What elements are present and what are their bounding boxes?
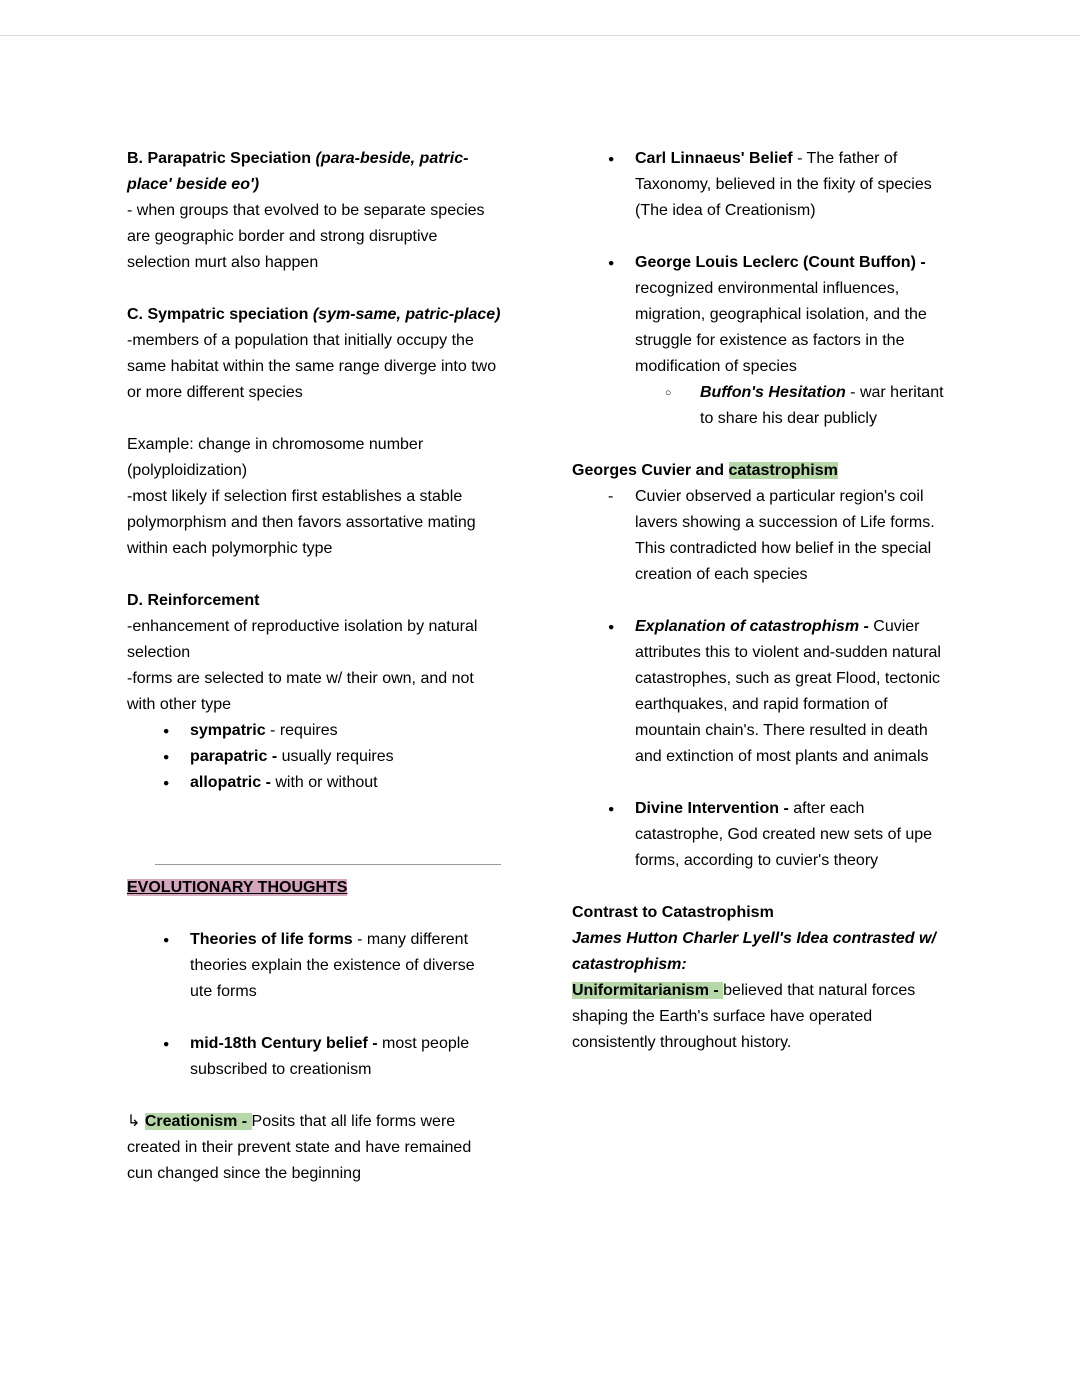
vertical-spacer (127, 901, 501, 927)
vertical-spacer (127, 1005, 501, 1031)
list-item-text (635, 250, 954, 380)
text-run: - war heritant to share his dear publicly (700, 384, 944, 427)
list-item (127, 1031, 501, 1083)
vertical-spacer (127, 562, 501, 588)
bullet-disc-icon: ● (608, 621, 615, 633)
list-item-text (635, 796, 954, 874)
text-run: most people subscribed to creationism (190, 1035, 470, 1078)
vertical-spacer (127, 406, 501, 432)
text-run: Theories of life forms (190, 931, 353, 948)
bullet-disc-icon: ● (608, 153, 615, 165)
bullet-dash-icon: - (608, 488, 614, 505)
text-run: EVOLUTIONARY THOUGHTS (127, 879, 348, 896)
paragraph (127, 614, 501, 666)
vertical-spacer (572, 432, 954, 458)
vertical-spacer (572, 588, 954, 614)
section-divider (155, 864, 501, 865)
text-run: Uniformitarianism - (572, 982, 724, 999)
vertical-spacer (572, 874, 954, 900)
text-run: Contrast to Catastrophism (572, 904, 774, 921)
bullet-disc-icon: ● (163, 777, 170, 789)
left-column (127, 146, 501, 1187)
paragraph (127, 432, 501, 484)
bullet-disc-icon: ● (163, 934, 170, 946)
bullet-circle-icon: ○ (665, 387, 672, 399)
text-run: C. Sympatric speciation (127, 306, 313, 323)
text-run: Divine Intervention - (635, 800, 794, 817)
text-run: catastrophism (728, 462, 838, 479)
text-run: George Louis Leclerc (Count Buffon) - (635, 254, 926, 271)
text-run: Example: change in chromosome number (polyploidization) (127, 436, 424, 479)
list-item (572, 614, 954, 770)
list-item-text (635, 484, 954, 588)
creationism-paragraph (127, 1109, 501, 1187)
text-run: -forms are selected to mate w/ their own, and not with other type (127, 670, 474, 713)
vertical-spacer (127, 796, 501, 848)
text-run: (para-beside, patric- place' beside eo') (127, 150, 469, 193)
text-run: believed that natural forces shaping the Earth's surface have operated consistently throughout history. (572, 982, 916, 1051)
text-run: D. Reinforcement (127, 592, 260, 609)
text-run: -enhancement of reproductive isolation by natural selection (127, 618, 478, 661)
page-top-edge (0, 35, 1080, 36)
vertical-spacer (127, 1083, 501, 1109)
bullet-disc-icon: ● (163, 725, 170, 737)
list-item (127, 770, 501, 796)
text-run: Explanation of catastrophism - (635, 618, 874, 635)
list-item (572, 796, 954, 874)
bullet-disc-icon: ● (608, 257, 615, 269)
text-run: mid-18th Century belief - (190, 1035, 383, 1052)
list-item-text (635, 614, 954, 770)
text-run: after each catastrophe, God created new sets of upe forms, according to cuvier's theory (635, 800, 933, 869)
paragraph (127, 328, 501, 406)
right-column (572, 146, 954, 1056)
text-run: Georges Cuvier and (572, 462, 729, 479)
list-item (127, 744, 501, 770)
text-run: usually requires (281, 748, 394, 765)
vertical-spacer (127, 276, 501, 302)
text-run: Cuvier attributes this to violent and-sudden natural catastrophes, such as great Flood, tectonic earthquakes, and rapid formation of mountain chain's. There resulted in death and extinction of most plants and animals (635, 618, 941, 765)
text-run: Posits that all life forms were created in their prevent state and have remained cun changed since the beginning (127, 1113, 472, 1182)
text-run: James Hutton Charler Lyell's Idea contrasted w/ catastrophism: (572, 930, 936, 973)
list-item-text (190, 770, 501, 796)
paragraph (572, 926, 954, 978)
bullet-disc-icon: ● (163, 1038, 170, 1050)
text-run: sympatric (190, 722, 266, 739)
heading-evolutionary-thoughts (127, 875, 501, 901)
bullet-disc-icon: ● (163, 751, 170, 763)
list-item (127, 927, 501, 1005)
list-item-text (635, 146, 954, 224)
vertical-spacer (572, 224, 954, 250)
list-item-text (190, 718, 501, 744)
text-run: - when groups that evolved to be separate species are geographic border and strong disruptive selection murt also happen (127, 202, 485, 271)
text-run: ↳ (127, 1113, 145, 1130)
text-run: Creationism - (144, 1113, 252, 1130)
text-run: with or without (275, 774, 378, 791)
text-run: allopatric - (190, 774, 276, 791)
list-item-text (190, 1031, 501, 1083)
uniformitarianism-paragraph (572, 978, 954, 1056)
heading-contrast-to-catastrophism (572, 900, 954, 926)
bullet-disc-icon: ● (608, 803, 615, 815)
list-item-text (700, 380, 954, 432)
text-run: Cuvier observed a particular region's coil lavers showing a succession of Life forms. This contradicted how belief in the special creation of each species (635, 488, 935, 583)
heading-sympatric-speciation (127, 302, 501, 328)
text-run: Buffon's Hesitation (700, 384, 846, 401)
vertical-spacer (572, 770, 954, 796)
paragraph (127, 198, 501, 276)
list-item-text (190, 927, 501, 1005)
text-run: -most likely if selection first establishes a stable polymorphism and then favors assortative mating within each polymorphic type (127, 488, 476, 557)
text-run: recognized environmental influences, migration, geographical isolation, and the struggle for existence as factors in the modification of species (635, 280, 927, 375)
text-run: - many different theories explain the existence of diverse ute forms (190, 931, 475, 1000)
list-item (127, 718, 501, 744)
list-item-text (190, 744, 501, 770)
text-run: Carl Linnaeus' Belief (635, 150, 793, 167)
paragraph (127, 666, 501, 718)
list-item (572, 380, 954, 432)
text-run: -members of a population that initially occupy the same habitat within the same range diverge into two or more different species (127, 332, 497, 401)
heading-georges-cuvier (572, 458, 954, 484)
heading-reinforcement (127, 588, 501, 614)
text-run: - The father of Taxonomy, believed in the fixity of species (The idea of Creationism) (635, 150, 932, 219)
paragraph (127, 484, 501, 562)
text-run: (sym-same, patric-place) (312, 306, 501, 323)
text-run: parapatric - (190, 748, 282, 765)
list-item (572, 250, 954, 380)
text-run: B. Parapatric Speciation (127, 150, 316, 167)
text-run: - requires (265, 722, 338, 739)
heading-parapatric-speciation (127, 146, 501, 198)
list-item (572, 484, 954, 588)
list-item (572, 146, 954, 224)
